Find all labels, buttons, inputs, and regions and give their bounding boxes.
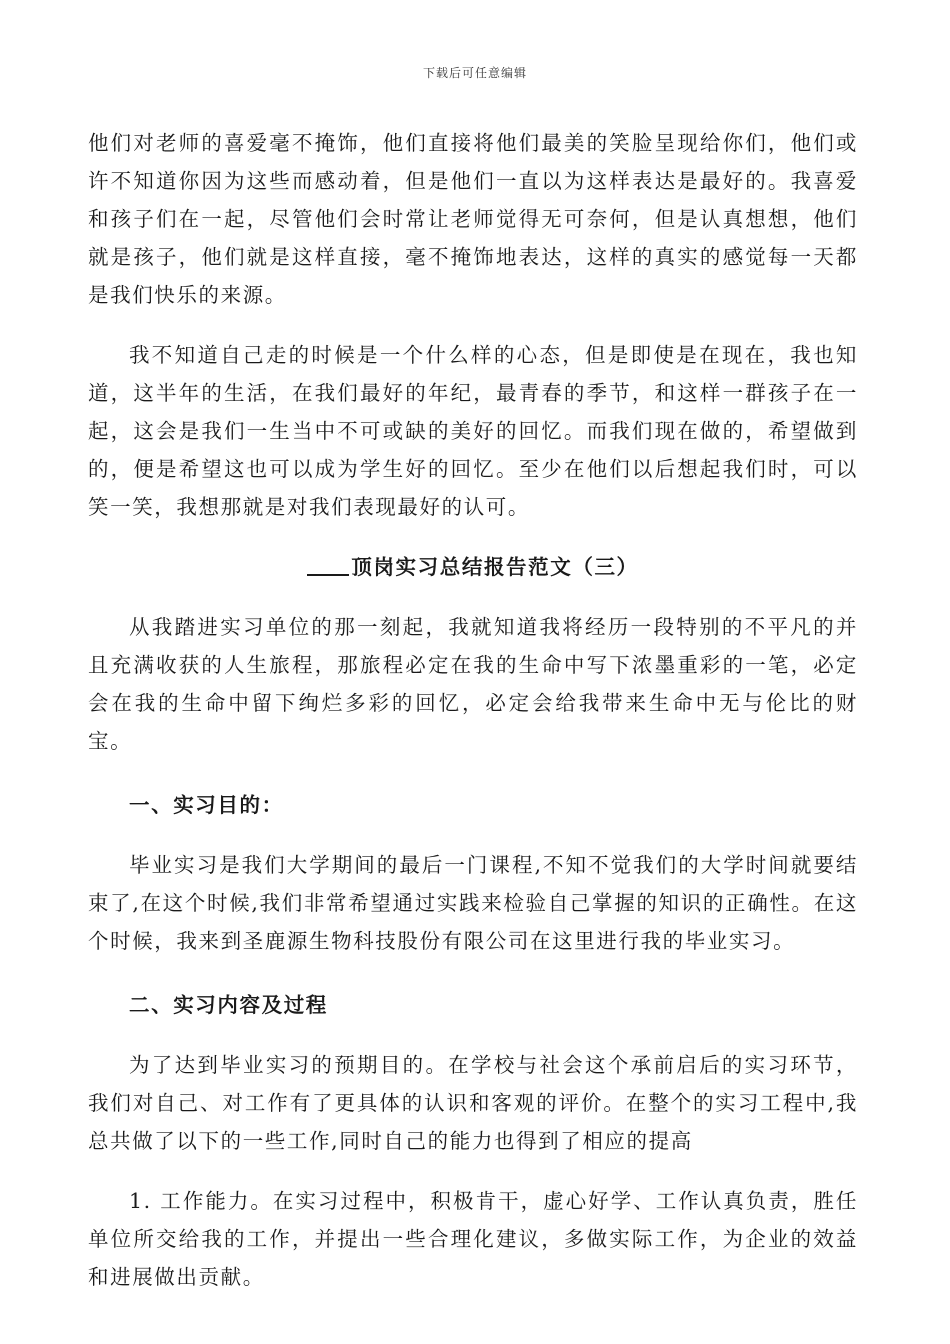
- paragraph-6: 1. 工作能力。在实习过程中，积极肯干，虚心好学、工作认真负责，胜任单位所交给我的工作，并提出一些合理化建议，多做实际工作，为企业的效益和进展做出贡献。: [88, 1189, 858, 1289]
- header-note: 下载后可任意编辑: [422, 66, 527, 80]
- title-blank-line: [307, 552, 349, 576]
- paragraph-3: 从我踏进实习单位的那一刻起，我就知道我将经历一段特别的不平凡的并且充满收获的人生旅程，那旅程必定在我的生命中写下浓墨重彩的一笔，必定会在我的生命中留下绚烂多彩的回忆，必定会给我带来生命中无与伦比的财宝。: [88, 615, 858, 753]
- section-title: [88, 548, 858, 586]
- heading-content-process: 二、实习内容及过程: [129, 993, 328, 1017]
- paragraph-4: 毕业实习是我们大学期间的最后一门课程,不知不觉我们的大学时间就要结束了,在这个时候,我们非常希望通过实践来检验自己掌握的知识的正确性。在这个时候，我来到圣鹿源生物科技股份有限公司在这里进行我的毕业实习。: [88, 853, 858, 953]
- paragraph-1: 他们对老师的喜爱毫不掩饰，他们直接将他们最美的笑脸呈现给你们，他们或许不知道你因为这些而感动着，但是他们一直以为这样表达是最好的。我喜爱和孩子们在一起，尽管他们会时常让老师觉得无可奈何，但是认真想想，他们就是孩子，他们就是这样直接，毫不掩饰地表达，这样的真实的感觉每一天都是我们快乐的来源。: [88, 131, 858, 307]
- paragraph-5: 为了达到毕业实习的预期目的。在学校与社会这个承前启后的实习环节，我们对自己、对工作有了更具体的认识和客观的评价。在整个的实习工程中,我总共做了以下的一些工作,同时自己的能力也得到了相应的提高: [88, 1053, 858, 1153]
- section-title-text: 顶岗实习总结报告范文（三）: [351, 555, 639, 579]
- heading-purpose: 一、实习目的：: [129, 793, 284, 817]
- document-body: [88, 124, 858, 1296]
- paragraph-2: 我不知道自己走的时候是一个什么样的心态，但是即使是在现在，我也知道，这半年的生活，在我们最好的年纪，最青春的季节，和这样一群孩子在一起，这会是我们一生当中不可或缺的美好的回忆。而我们现在做的，希望做到的，便是希望这也可以成为学生好的回忆。至少在他们以后想起我们时，可以笑一笑，我想那就是对我们表现最好的认可。: [88, 343, 858, 519]
